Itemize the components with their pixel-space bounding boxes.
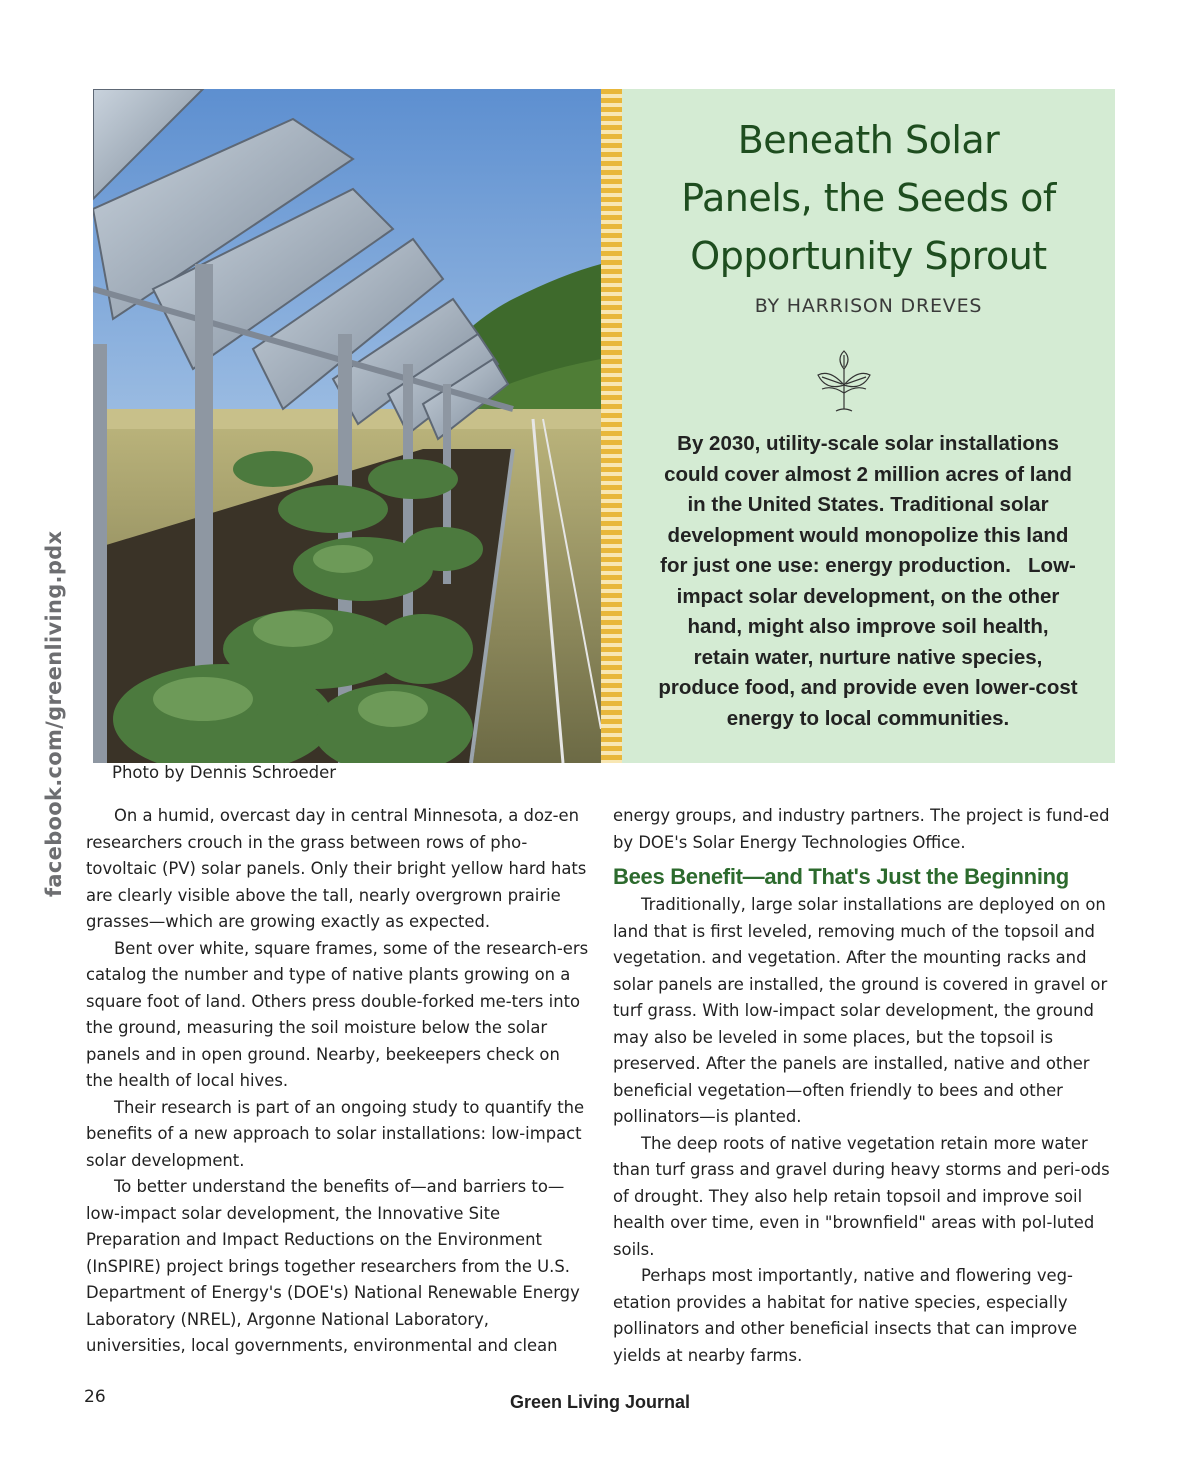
feature-intro-panel [622, 89, 1115, 763]
lede-line: retain water, nurture native species, [693, 645, 1043, 669]
article-column-left [86, 803, 590, 1360]
sprout-icon [814, 349, 874, 415]
body-paragraph: Traditionally, large solar installations are deployed on on land that is first leveled, removing much of the topsoil and vegetation. and vegetation. After the mounting racks and solar panels are installed, the ground is covered in gravel or turf grass. With low-impact solar development, the ground may also be leveled in some places, but the topsoil is preserved. After the panels are installed, native and other beneficial vegetation—often friendly to bees and other pollinators—is planted. [613, 895, 1108, 1126]
title-line: Opportunity Sprout [690, 234, 1047, 278]
lede-line: produce food, and provide even lower-cost [658, 676, 1078, 699]
decorative-stripe-divider [601, 89, 622, 763]
article-column-right [613, 803, 1119, 1369]
page-number: 26 [84, 1387, 106, 1407]
lede-line: for just one use: energy production. Low- [660, 554, 1076, 577]
body-paragraph-continued: energy groups, and industry partners. The project is fund-ed by DOE's Solar Energy Technologies Office. [613, 806, 1110, 852]
body-paragraph: The deep roots of native vegetation retain more water than turf grass and gravel during heavy storms and peri-ods of drought. They also help retain topsoil and improve soil health over time, even in "brownfield" areas with pol-luted soils. [613, 1133, 1110, 1259]
body-paragraph: On a humid, overcast day in central Minnesota, a doz-en researchers crouch in the grass between rows of pho-tovoltaic (PV) solar panels. Only their bright yellow hard hats are clearly visible above the tall, nearly overgrown prairie grasses—which are growing exactly as expected. [86, 806, 587, 931]
byline: BY HARRISON DREVES [754, 295, 983, 317]
body-paragraph: Their research is part of an ongoing study to quantify the benefits of a new approach to solar installations: low-impact solar development. [86, 1097, 585, 1170]
title-line: Panels, the Seeds of [681, 176, 1056, 220]
lede-line: in the United States. Traditional solar [687, 493, 1049, 516]
lede-summary [648, 429, 1088, 734]
section-subhead: Bees Benefit—and That's Just the Beginning [613, 864, 1069, 889]
title-line: Beneath Solar [737, 118, 1000, 162]
lede-line: development would monopolize this land [667, 523, 1069, 547]
photo-credit: Photo by Dennis Schroeder [112, 763, 337, 782]
body-paragraph: Perhaps most importantly, native and flowering veg-etation provides a habitat for native species, especially pollinators and other beneficial insects that can improve yields at nearby farms. [613, 1266, 1078, 1365]
solar-panels-over-crops-illustration [93, 89, 601, 763]
lede-line: impact solar development, on the other [676, 584, 1060, 608]
facebook-url-vertical: facebook.com/greenliving.pdx [42, 530, 66, 897]
lede-line: hand, might also improve soil health, [687, 615, 1049, 638]
lede-line: By 2030, utility-scale solar installations [677, 432, 1059, 455]
lede-line: could cover almost 2 million acres of land [664, 462, 1072, 486]
body-paragraph: To better understand the benefits of—and barriers to—low-impact solar development, the Innovative Site Preparation and Impact Reductions on the Environment (InSPIRE) project brings together researchers from the U.S. Department of Energy's (DOE's) National Renewable Energy Laboratory (NREL), Argonne National Laboratory, universities, local governments, environmental and clean [86, 1177, 580, 1355]
body-paragraph: Bent over white, square frames, some of the research-ers catalog the number and type of native plants growing on a square foot of land. Others press double-forked me-ters into the ground, measuring the soil moisture below the solar panels and in open ground. Nearby, beekeepers check on the health of local hives. [86, 938, 589, 1090]
lede-line: energy to local communities. [726, 706, 1010, 730]
solar-farm-photo [93, 89, 601, 763]
article-title [622, 111, 1115, 285]
publication-name: Green Living Journal [509, 1392, 691, 1412]
